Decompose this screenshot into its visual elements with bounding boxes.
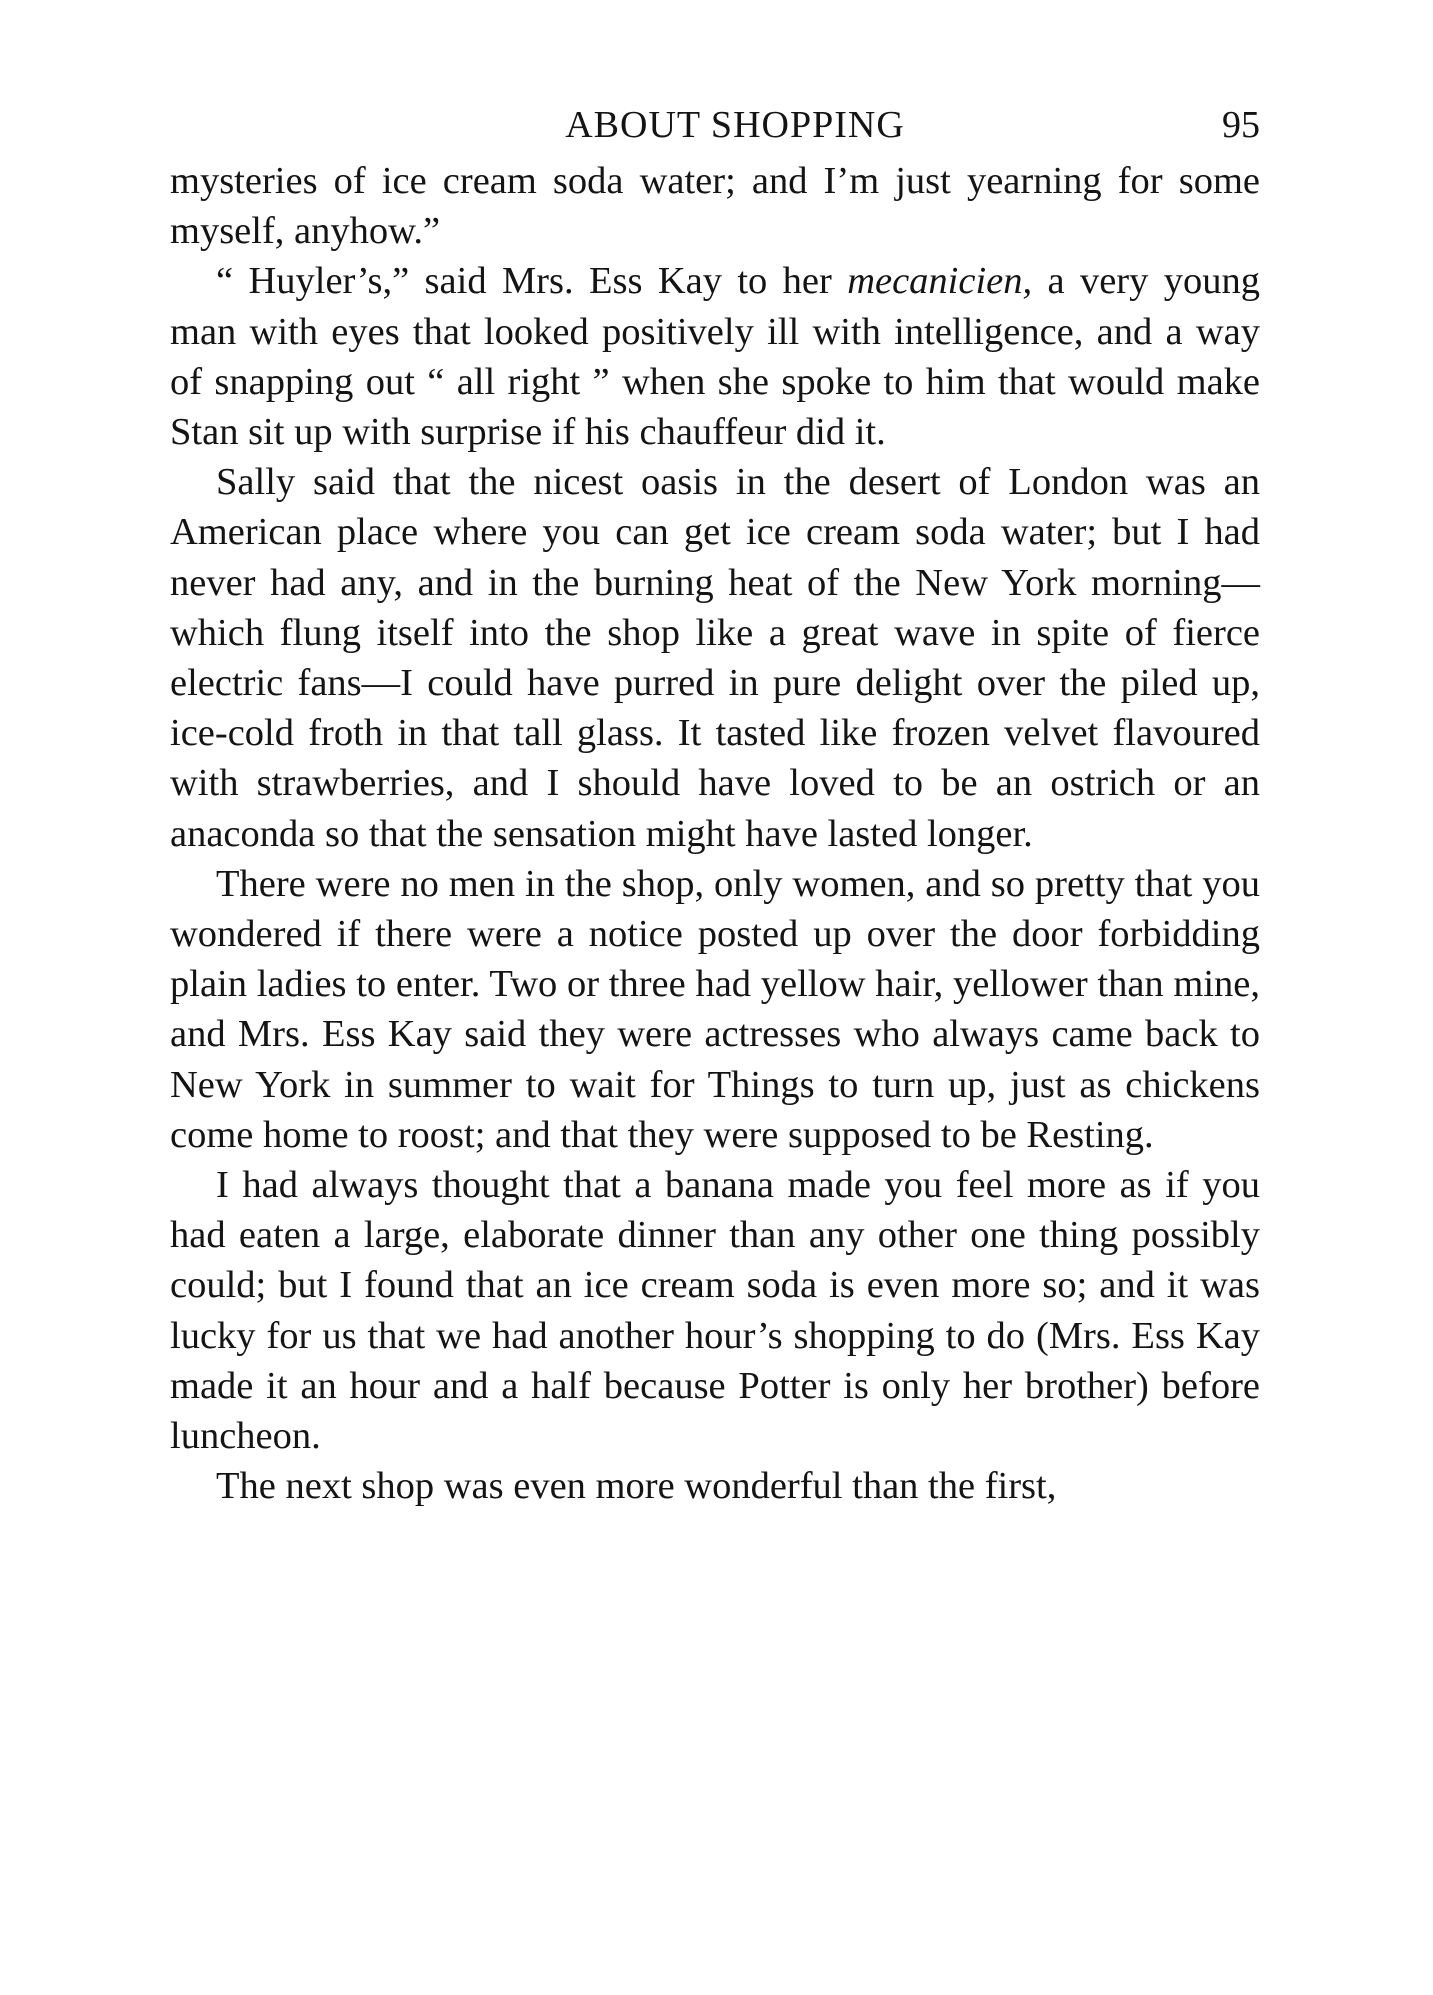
- book-page: [170, 98, 1260, 1511]
- paragraph-6: The next shop was even more wonderful than the first,: [216, 1465, 1057, 1508]
- body-text: [170, 156, 1260, 1511]
- running-head: [170, 98, 1260, 152]
- chapter-title: ABOUT SHOPPING: [565, 104, 905, 146]
- paragraph-2-before: “ Huyler’s,” said Mrs. Ess Kay to her: [216, 260, 848, 303]
- paragraph-2-after: a very young man with eyes that looked positively ill with intelligence, and a way of snapping out “ all right ” when she spoke to him that would make Stan sit up with surprise if his chauffeur did it.: [170, 260, 1260, 454]
- paragraph-2-italic: mecanicien,: [847, 260, 1033, 303]
- paragraph-1: mysteries of ice cream soda water; and I’m just yearning for some myself, anyhow.”: [170, 160, 1260, 253]
- paragraph-2: [170, 256, 1260, 457]
- paragraph-4: There were no men in the shop, only women, and so pretty that you wondered if there were a notice posted up over the door forbidding plain ladies to enter. Two or three had yellow hair, yellower than mine, and Mrs. Ess Kay said they were actresses who always came back to New York in summer to wait for Things to turn up, just as chickens come home to roost; and that they were supposed to be Resting.: [170, 862, 1260, 1156]
- page-number: 95: [1222, 104, 1260, 146]
- paragraph-5: I had always thought that a banana made you feel more as if you had eaten a large, elaborate dinner than any other one thing possibly could; but I found that an ice cream soda is even more so; and it was lucky for us that we had another hour’s shopping to do (Mrs. Ess Kay made it an hour and a half because Potter is only her brother) before luncheon.: [170, 1164, 1260, 1458]
- paragraph-3: Sally said that the nicest oasis in the desert of London was an American place where you can get ice cream soda water; but I had never had any, and in the burning heat of the New York morning—which flung itself into the shop like a great wave in spite of fierce electric fans—I could have purred in pure delight over the piled up, ice-cold froth in that tall glass. It tasted like frozen velvet flavoured with strawberries, and I should have loved to be an ostrich or an anaconda so that the sensation might have lasted longer.: [170, 461, 1260, 855]
